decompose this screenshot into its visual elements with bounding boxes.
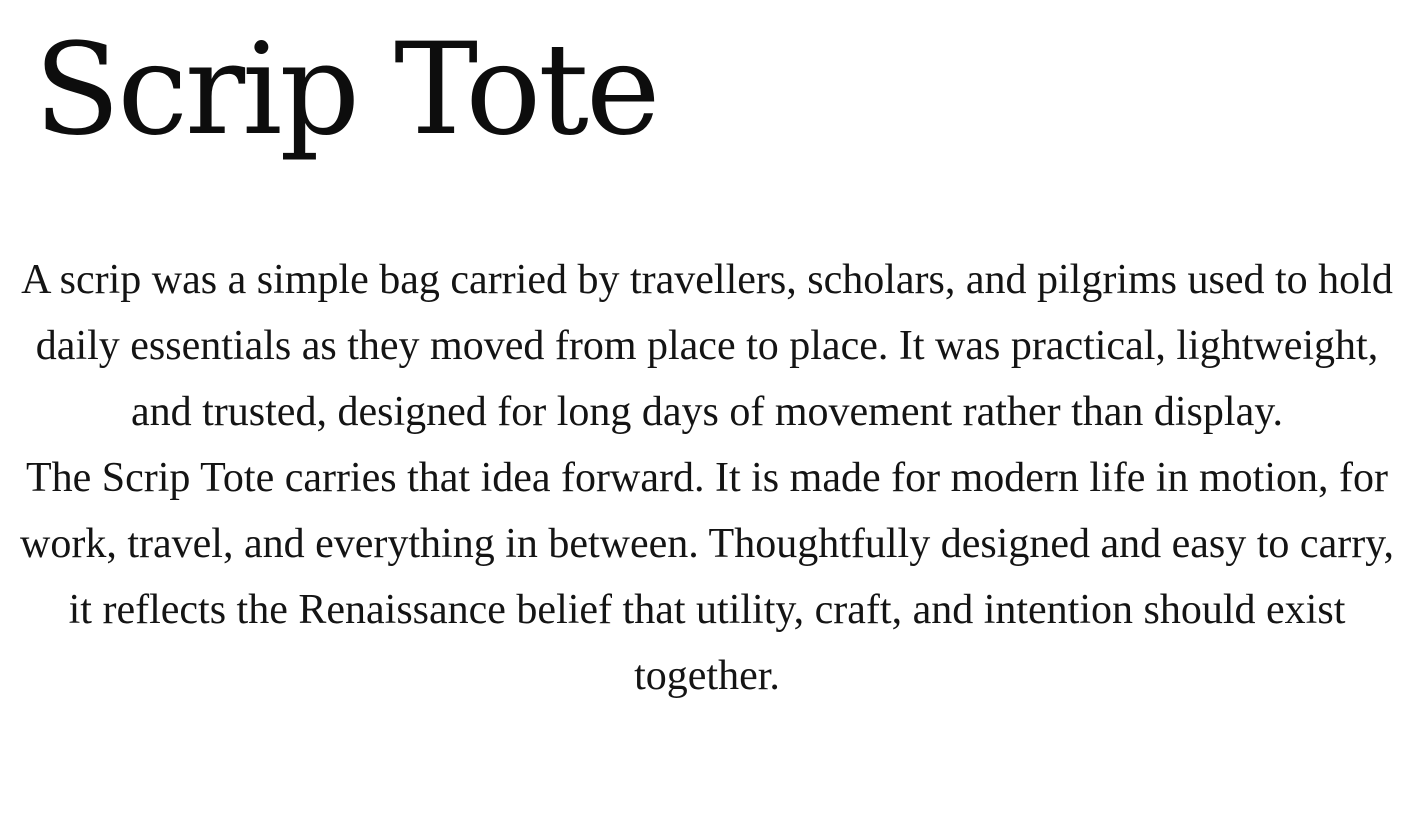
- paragraph-product: The Scrip Tote carries that idea forward. It is made for modern life in motion, for work, travel, and everything in between. Thoughtfully designed and easy to carry, it reflects the Renaissance belief that utility, craft, and intention should exist together.: [20, 455, 1394, 699]
- page-title: Scrip Tote: [34, 16, 658, 163]
- paragraph-history: A scrip was a simple bag carried by travellers, scholars, and pilgrims used to hold daily essentials as they moved from place to place. It was practical, lightweight, and trusted, designed for long days of movement rather than display.: [21, 257, 1393, 435]
- body-copy: [18, 247, 1396, 709]
